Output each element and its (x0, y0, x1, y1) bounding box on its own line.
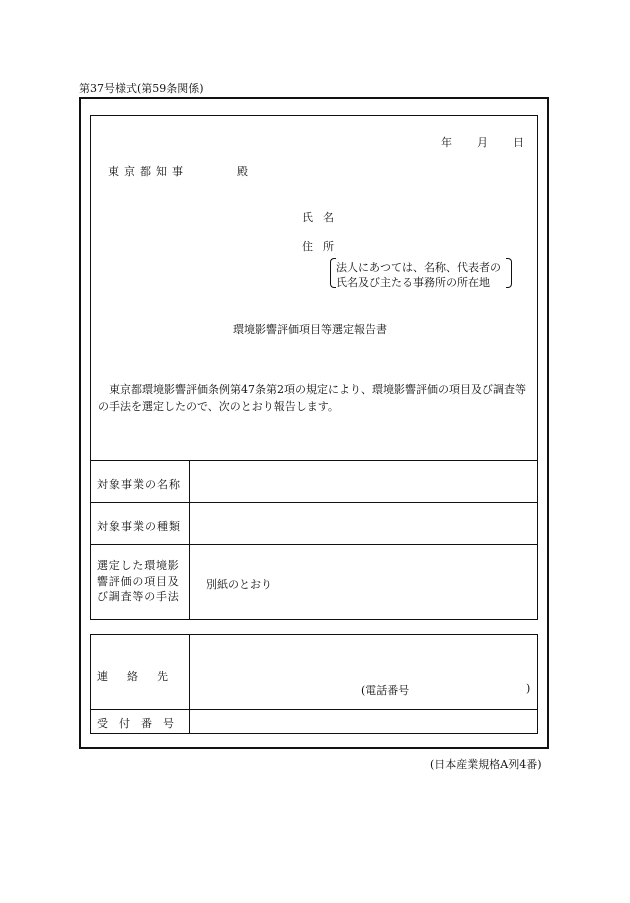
receipt-number-label: 受付番号 (97, 717, 185, 730)
applicant-name-label: 氏名 (302, 211, 344, 224)
body-text: 東京都環境影響評価条例第47条第2項の規定により、環境影響評価の項目及び調査等の手法を選定したので、次のとおり報告します。 (98, 383, 526, 413)
phone-label: (電話番号 (361, 684, 410, 697)
addressee-honorific: 殿 (237, 165, 248, 178)
table-row-line (90, 544, 538, 545)
row-value-selected-items: 別紙のとおり (206, 578, 272, 591)
date-day: 日 (513, 136, 524, 149)
row-label-project-type: 対象事業の種類 (97, 520, 181, 533)
table-column-divider (189, 460, 190, 620)
phone-close-paren: ) (526, 682, 531, 695)
table-row-line (90, 502, 538, 503)
addressee-name: 東京都知事 (108, 165, 188, 178)
row-label-selected-items: 選定した環境影響評価の項目及び調査等の手法 (97, 559, 180, 603)
corporate-note-line2: 氏名及び主たる事務所の所在地 (336, 276, 490, 289)
contact-column-divider (189, 634, 190, 734)
table-top-line (90, 460, 538, 461)
corporate-note-line1: 法人にあつては、名称、代表者の (336, 261, 501, 274)
date-year: 年 (441, 136, 452, 149)
corporate-note (330, 258, 512, 288)
paper-size-note: (日本産業規格A列4番) (430, 758, 542, 771)
contact-row-line (90, 709, 538, 710)
document-title: 環境影響評価項目等選定報告書 (233, 323, 387, 336)
date-month: 月 (477, 136, 488, 149)
bracket-right (506, 258, 512, 288)
row-label-project-name: 対象事業の名称 (97, 478, 181, 491)
contact-label: 連絡先 (97, 670, 187, 683)
form-number: 第37号様式(第59条関係) (79, 82, 204, 95)
applicant-address-label: 住所 (302, 240, 344, 253)
